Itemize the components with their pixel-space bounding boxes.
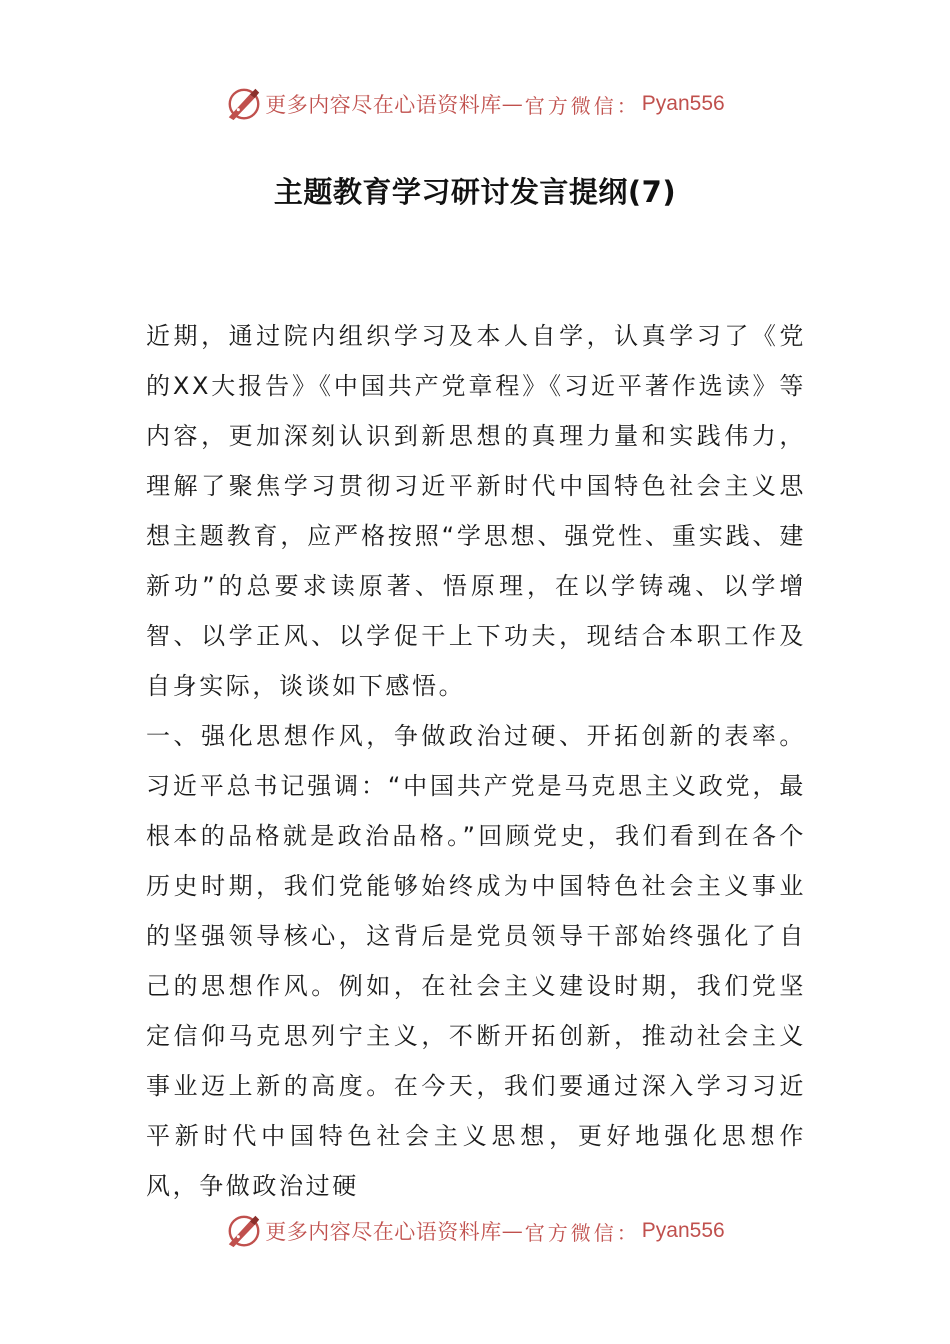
- footer-banner: [0, 1211, 950, 1251]
- pen-logo-icon: [225, 85, 263, 123]
- paragraph-intro: 近期，通过院内组织学习及本人自学，认真学习了《党的XX大报告》《中国共产党章程》《习近平著作选读》等内容，更加深刻认识到新思想的真理力量和实践伟力，理解了聚焦学习贯彻习近平新时代中国特色社会主义思想主题教育，应严格按照“学思想、强党性、重实践、建新功”的总要求读原著、悟原理，在以学铸魂、以学增智、以学正风、以学促干上下功夫，现结合本职工作及自身实际，谈谈如下感悟。: [146, 322, 806, 700]
- banner-separator: —: [501, 1219, 523, 1243]
- header-banner: [0, 84, 950, 124]
- document-body: [146, 311, 806, 1211]
- paragraph-section-one: 一、强化思想作风，争做政治过硬、开拓创新的表率。习近平总书记强调：“中国共产党是马克思主义政党，最根本的品格就是政治品格。”回顾党史，我们看到在各个历史时期，我们党能够始终成为中国特色社会主义事业的坚强领导核心，这背后是党员领导干部始终强化了自己的思想作风。例如，在社会主义建设时期，我们党坚定信仰马克思列宁主义，不断开拓创新，推动社会主义事业迈上新的高度。在今天，我们要通过深入学习习近平新时代中国特色社会主义思想，更好地强化思想作风，争做政治过硬: [146, 722, 806, 1200]
- banner-wechat-label: 官方微信：: [524, 1220, 640, 1245]
- pen-logo-icon: [225, 1212, 263, 1250]
- banner-text: 更多内容尽在心语资料库: [265, 93, 502, 117]
- banner-separator: —: [501, 92, 523, 116]
- document-title: 主题教育学习研讨发言提纲(7): [273, 175, 677, 209]
- banner-text: 更多内容尽在心语资料库: [265, 1220, 502, 1244]
- banner-wechat-label: 官方微信：: [524, 93, 640, 118]
- banner-wechat-id: Pyan556: [641, 1219, 725, 1242]
- banner-wechat-id: Pyan556: [641, 92, 725, 115]
